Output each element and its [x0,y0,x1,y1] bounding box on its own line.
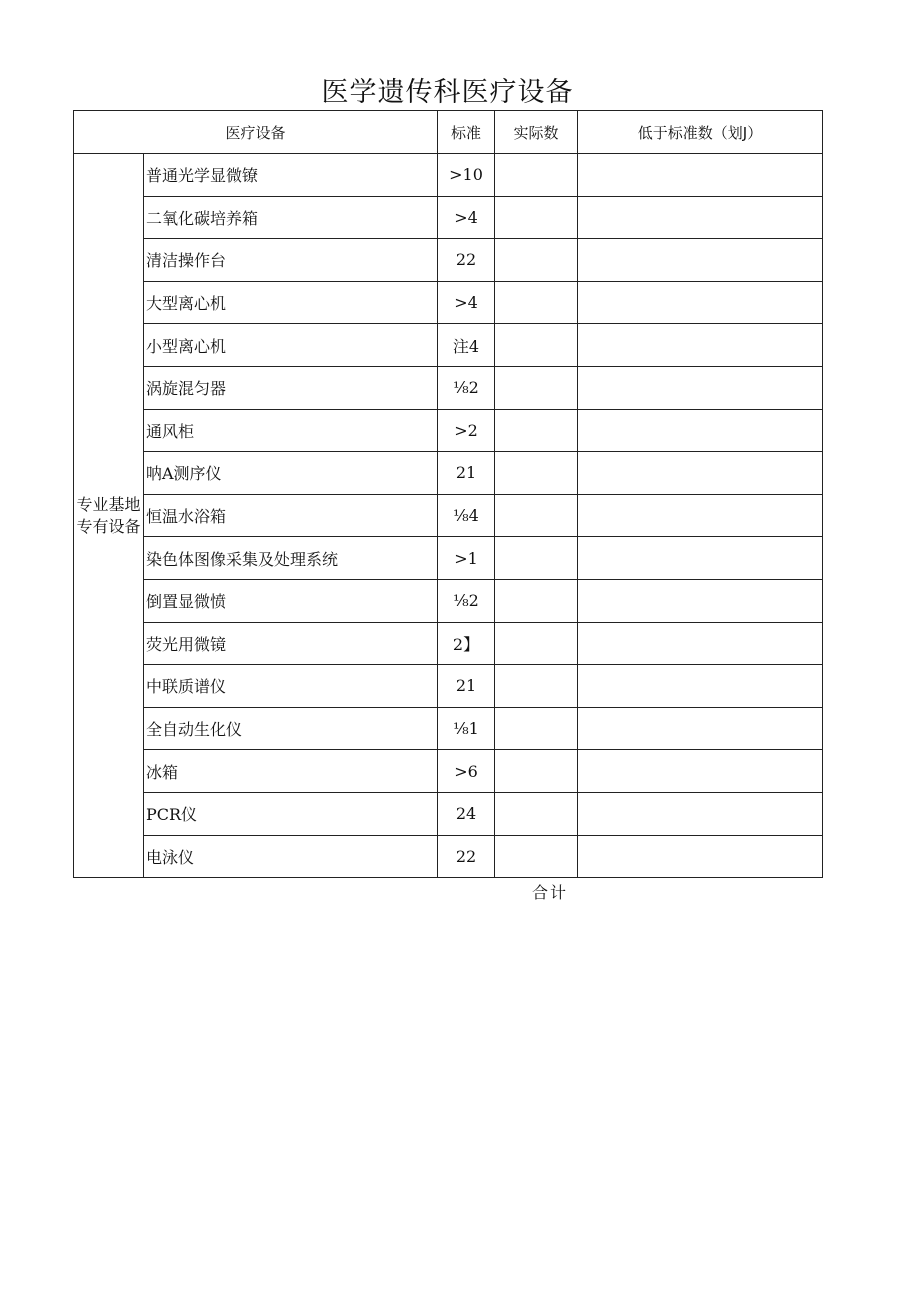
below-standard-cell[interactable] [578,579,823,622]
actual-count-cell[interactable] [495,707,578,750]
header-equipment: 医疗设备 [74,111,438,154]
table-row [74,409,823,452]
equipment-name: 冰箱 [144,750,438,793]
below-standard-cell[interactable] [578,537,823,580]
actual-count-cell[interactable] [495,835,578,878]
standard-value: 21 [438,452,495,495]
standard-value: 21 [438,665,495,708]
equipment-name: 恒温水浴箱 [144,494,438,537]
standard-value: 24 [438,792,495,835]
below-standard-cell[interactable] [578,622,823,665]
standard-value: 22 [438,835,495,878]
actual-count-cell[interactable] [495,239,578,282]
actual-count-cell[interactable] [495,409,578,452]
equipment-name: 染色体图像采集及处理系统 [144,537,438,580]
standard-value: >1 [438,537,495,580]
below-standard-cell[interactable] [578,835,823,878]
standard-value: 注4 [438,324,495,367]
equipment-name: 通风柜 [144,409,438,452]
actual-count-cell[interactable] [495,537,578,580]
equipment-name: 倒置显微愤 [144,579,438,622]
table-row [74,835,823,878]
below-standard-cell[interactable] [578,366,823,409]
actual-count-cell[interactable] [495,452,578,495]
below-standard-cell[interactable] [578,196,823,239]
below-standard-cell[interactable] [578,324,823,367]
category-cell: 专业基地专有设备 [74,154,144,878]
below-standard-cell[interactable] [578,707,823,750]
standard-value: >10 [438,154,495,197]
actual-count-cell[interactable] [495,324,578,367]
table-header-row [74,111,823,154]
equipment-name: 普通光学显微镣 [144,154,438,197]
equipment-name: 呐A测序仪 [144,452,438,495]
standard-value: ⅛2 [438,579,495,622]
actual-count-cell[interactable] [495,622,578,665]
table-row [74,622,823,665]
below-standard-cell[interactable] [578,452,823,495]
equipment-name: PCR仪 [144,792,438,835]
below-standard-cell[interactable] [578,239,823,282]
table-row [74,494,823,537]
equipment-name: 电泳仪 [144,835,438,878]
standard-value: >4 [438,281,495,324]
equipment-name: 小型离心机 [144,324,438,367]
table-row [74,750,823,793]
below-standard-cell[interactable] [578,281,823,324]
below-standard-cell[interactable] [578,154,823,197]
table-row [74,665,823,708]
equipment-name: 全自动生化仪 [144,707,438,750]
equipment-name: 中联质谱仪 [144,665,438,708]
table-row [74,579,823,622]
actual-count-cell[interactable] [495,196,578,239]
equipment-table [73,110,823,878]
below-standard-cell[interactable] [578,665,823,708]
page-title: 医学遗传科医疗设备 [321,77,574,108]
standard-value: ⅛1 [438,707,495,750]
total-label: 合计 [532,883,569,902]
header-standard: 标准 [438,111,495,154]
table-row [74,324,823,367]
table-row [74,537,823,580]
standard-value: ⅛4 [438,494,495,537]
table-row [74,154,823,197]
actual-count-cell[interactable] [495,366,578,409]
actual-count-cell[interactable] [495,281,578,324]
table-row [74,196,823,239]
standard-value: 22 [438,239,495,282]
equipment-name: 二氧化碳培养箱 [144,196,438,239]
table-row [74,239,823,282]
standard-value: >4 [438,196,495,239]
below-standard-cell[interactable] [578,409,823,452]
standard-value: 2】 [438,622,495,665]
actual-count-cell[interactable] [495,494,578,537]
table-row [74,366,823,409]
header-actual: 实际数 [495,111,578,154]
equipment-name: 荧光用微镜 [144,622,438,665]
table-row [74,792,823,835]
actual-count-cell[interactable] [495,665,578,708]
standard-value: ⅛2 [438,366,495,409]
equipment-name: 涡旋混匀器 [144,366,438,409]
equipment-name: 清洁操作台 [144,239,438,282]
actual-count-cell[interactable] [495,750,578,793]
below-standard-cell[interactable] [578,494,823,537]
actual-count-cell[interactable] [495,792,578,835]
standard-value: >2 [438,409,495,452]
actual-count-cell[interactable] [495,579,578,622]
below-standard-cell[interactable] [578,792,823,835]
header-below-standard: 低于标准数（划J） [578,111,823,154]
standard-value: >6 [438,750,495,793]
table-row [74,281,823,324]
equipment-name: 大型离心机 [144,281,438,324]
table-row [74,452,823,495]
below-standard-cell[interactable] [578,750,823,793]
table-body [74,154,823,878]
actual-count-cell[interactable] [495,154,578,197]
table-row [74,707,823,750]
